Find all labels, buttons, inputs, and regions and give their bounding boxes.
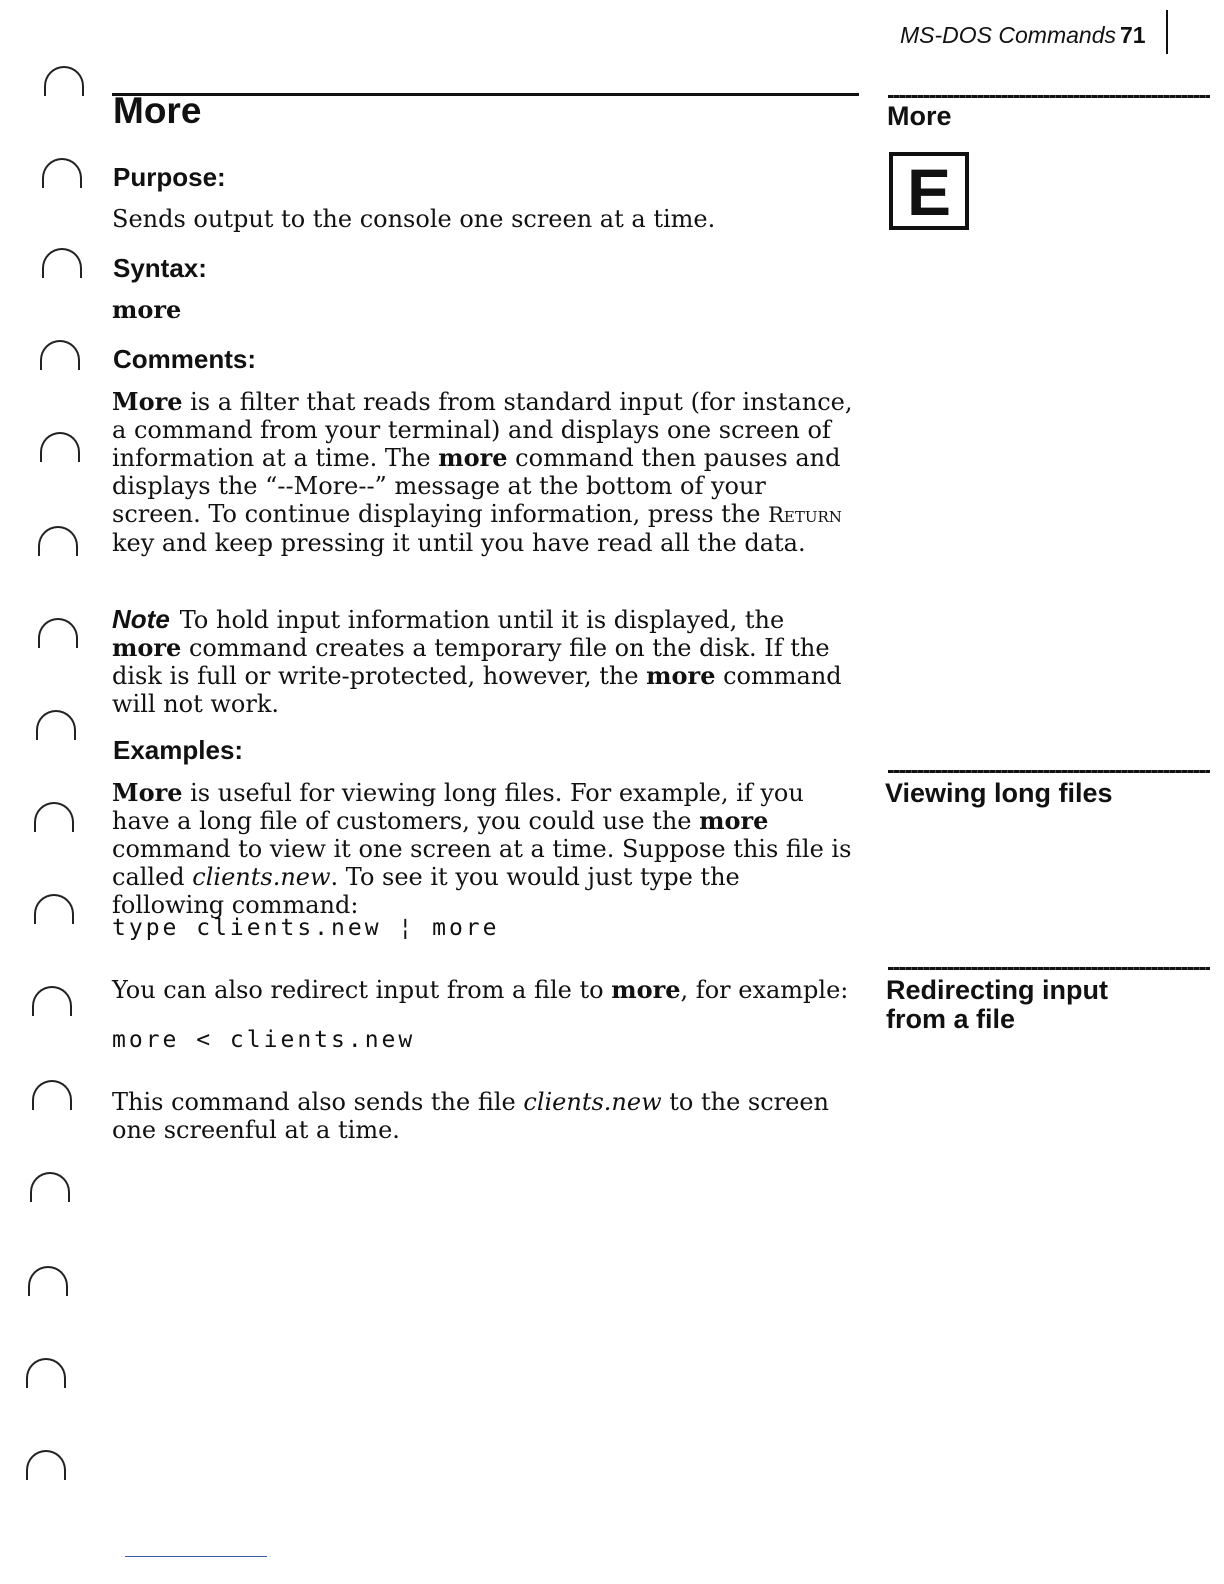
comments-paragraph: More is a filter that reads from standard input (for instance, a command from your terminal) and displays one screen of information at a time. The more command then pauses and displays the “--More--” message at the bottom of your screen. To continue displaying information, press the Return key and keep pressing it until you have read all the data. bbox=[112, 387, 853, 557]
comments-heading: Comments: bbox=[113, 344, 257, 374]
cmd-name: more bbox=[611, 975, 681, 1004]
punch-hole-mark bbox=[34, 894, 74, 924]
note-paragraph: Note To hold input information until it is displayed, the more command creates a temporary file on the disk. If the disk is full or write-protected, however, the more command will not work. bbox=[112, 604, 842, 718]
code-example-pipe: type clients.new ¦ more bbox=[112, 915, 500, 941]
header-vertical-bar bbox=[1166, 10, 1168, 54]
punch-hole-mark bbox=[40, 432, 80, 462]
syntax-heading: Syntax: bbox=[113, 253, 207, 283]
page-title: More bbox=[113, 90, 202, 131]
running-header-title: MS-DOS Commands bbox=[900, 22, 1116, 48]
note-label: Note bbox=[112, 604, 170, 634]
bottom-line bbox=[125, 1556, 267, 1557]
file-name: clients.new bbox=[523, 1088, 662, 1116]
cmd-name: More bbox=[112, 387, 183, 416]
return-key-label: Return bbox=[768, 503, 842, 527]
punch-hole-mark bbox=[42, 158, 82, 188]
cmd-name: more bbox=[438, 443, 508, 472]
code-example-redirect: more < clients.new bbox=[112, 1027, 416, 1053]
sidebar-more-heading: More bbox=[887, 101, 952, 131]
punch-hole-mark bbox=[28, 1266, 68, 1296]
punch-hole-mark bbox=[34, 802, 74, 832]
sidebar-rule bbox=[888, 967, 1210, 970]
punch-hole-mark bbox=[32, 986, 72, 1016]
syntax-text: more bbox=[112, 295, 182, 324]
punch-hole-mark bbox=[30, 1172, 70, 1202]
title-rule bbox=[112, 93, 859, 96]
sidebar-rule bbox=[888, 95, 1210, 98]
punch-hole-mark bbox=[38, 526, 78, 556]
punch-hole-mark bbox=[40, 340, 80, 370]
file-name: clients.new bbox=[192, 863, 331, 891]
examples-paragraph: More is useful for viewing long files. For example, if you have a long file of customers, you could use the more command to view it one screen at a time. Suppose this file is called clients.new. To see it you would just type the following command: bbox=[112, 778, 852, 919]
purpose-heading: Purpose: bbox=[113, 162, 226, 192]
e-badge bbox=[889, 152, 969, 230]
punch-hole-mark bbox=[26, 1358, 66, 1388]
examples-heading: Examples: bbox=[113, 735, 244, 765]
cmd-name: more bbox=[112, 633, 182, 662]
page-number: 71 bbox=[1119, 22, 1146, 48]
cmd-name: More bbox=[112, 778, 183, 807]
punch-hole-mark bbox=[36, 710, 76, 740]
sidebar-rule bbox=[888, 770, 1210, 773]
cmd-name: more bbox=[699, 806, 769, 835]
punch-hole-mark bbox=[38, 618, 78, 648]
redirect-paragraph: You can also redirect input from a file to more, for example: bbox=[112, 975, 849, 1004]
e-badge-letter: E bbox=[906, 155, 952, 229]
sidebar-redirecting-heading: Redirecting input from a file bbox=[886, 975, 1108, 1034]
punch-hole-mark bbox=[26, 1450, 66, 1480]
punch-hole-mark bbox=[42, 248, 82, 278]
sidebar-viewing-heading: Viewing long files bbox=[885, 778, 1113, 808]
purpose-text: Sends output to the console one screen at a time. bbox=[112, 205, 716, 233]
punch-hole-mark bbox=[44, 66, 84, 96]
cmd-name: more bbox=[646, 661, 716, 690]
running-header bbox=[900, 22, 1146, 49]
closing-paragraph: This command also sends the file clients.new to the screen one screenful at a time. bbox=[112, 1088, 830, 1144]
punch-hole-mark bbox=[32, 1080, 72, 1110]
